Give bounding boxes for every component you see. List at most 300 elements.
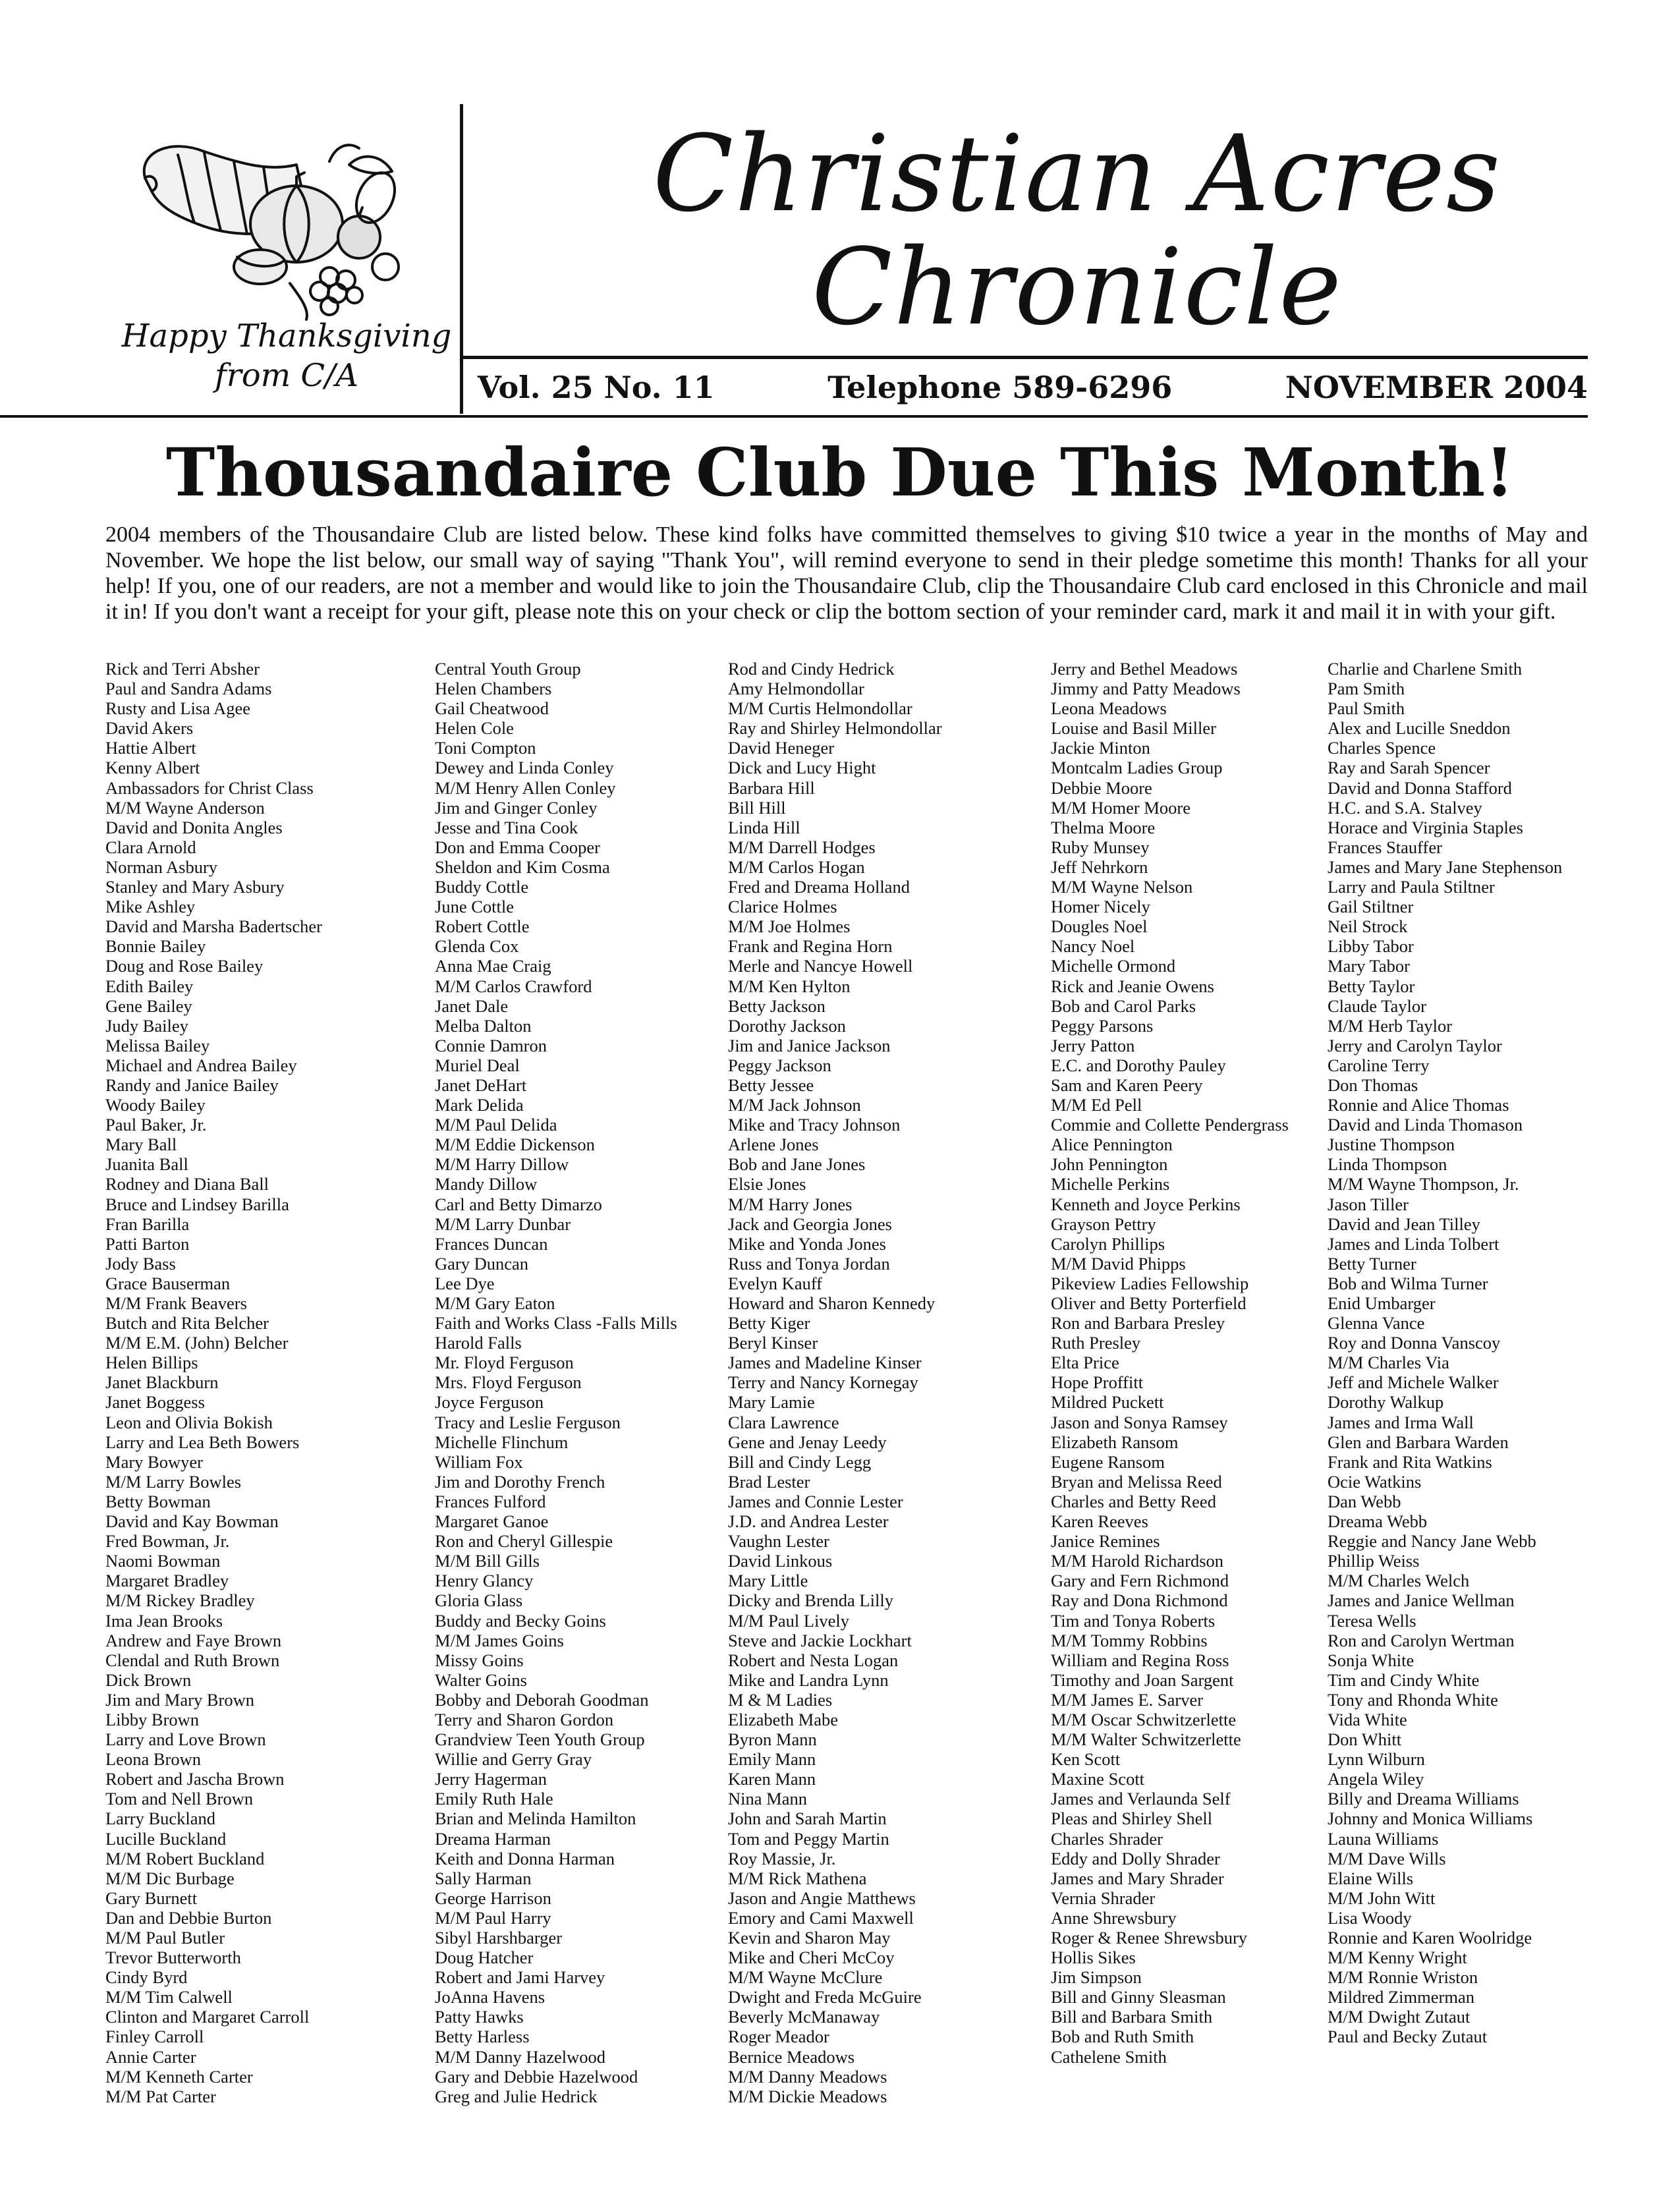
member-column-3: [728, 659, 942, 2106]
member-name: Grayson Pettry: [1051, 1214, 1156, 1234]
member-name: James and Mary Jane Stephenson: [1328, 856, 1563, 877]
member-name: M/M Pat Carter: [105, 2086, 216, 2106]
member-name: Glenna Vance: [1328, 1313, 1425, 1333]
member-name: M/M Ronnie Wriston: [1328, 1967, 1478, 1988]
member-name: David and Jean Tilley: [1328, 1214, 1480, 1234]
member-name: Paul and Becky Zutaut: [1328, 2027, 1488, 2047]
member-name: Mandy Dillow: [435, 1174, 538, 1194]
member-name: Mike and Landra Lynn: [728, 1669, 889, 1690]
member-name: John and Sarah Martin: [728, 1809, 887, 1829]
member-name: Pleas and Shirley Shell: [1051, 1809, 1213, 1829]
member-name: Lucille Buckland: [105, 1828, 227, 1849]
member-name: Jeff Nehrkorn: [1051, 856, 1148, 877]
member-name: Libby Tabor: [1328, 936, 1414, 957]
member-name: Betty Turner: [1328, 1253, 1416, 1274]
member-name: Ken Scott: [1051, 1749, 1121, 1770]
member-name: James and Connie Lester: [728, 1491, 903, 1511]
member-name: M/M Harold Richardson: [1051, 1551, 1224, 1571]
member-name: Helen Billips: [105, 1353, 198, 1373]
member-name: Joyce Ferguson: [435, 1392, 544, 1413]
member-name: Bob and Jane Jones: [728, 1154, 866, 1175]
member-name: Toni Compton: [435, 738, 536, 758]
member-name: Nina Mann: [728, 1789, 807, 1809]
member-name: Eugene Ransom: [1051, 1451, 1165, 1472]
member-name: M/M Rickey Bradley: [105, 1590, 255, 1611]
member-name: Don Whitt: [1328, 1729, 1402, 1750]
thanksgiving-tagline: [112, 316, 461, 395]
member-name: Doug and Rose Bailey: [105, 956, 264, 976]
member-name: M/M James Goins: [435, 1630, 564, 1650]
member-name: Timothy and Joan Sargent: [1051, 1669, 1234, 1690]
member-name: M/M Eddie Dickenson: [435, 1135, 595, 1155]
member-name: Jason and Sonya Ramsey: [1051, 1412, 1228, 1432]
member-name: Fran Barilla: [105, 1214, 190, 1234]
member-name: Elsie Jones: [728, 1174, 806, 1194]
member-name: Robert and Nesta Logan: [728, 1650, 899, 1670]
member-name: Don Thomas: [1328, 1075, 1418, 1095]
member-name: Libby Brown: [105, 1709, 200, 1729]
member-name: Ambassadors for Christ Class: [105, 777, 314, 798]
member-name: M/M Homer Moore: [1051, 797, 1190, 818]
member-name: Mr. Floyd Ferguson: [435, 1353, 574, 1373]
cornucopia-icon: [132, 125, 408, 323]
member-name: David and Donita Angles: [105, 817, 283, 837]
member-name: Bruce and Lindsey Barilla: [105, 1194, 289, 1214]
member-name: Bill and Barbara Smith: [1051, 2007, 1213, 2027]
member-name: Ray and Sarah Spencer: [1328, 758, 1490, 778]
member-name: Ima Jean Brooks: [105, 1610, 223, 1631]
member-name: Andrew and Faye Brown: [105, 1630, 282, 1650]
member-name: Lynn Wilburn: [1328, 1749, 1425, 1770]
member-name: Brad Lester: [728, 1471, 810, 1492]
volume-number: Vol. 25 No. 11: [478, 370, 715, 405]
member-name: M/M Paul Delida: [435, 1115, 557, 1135]
member-name: Ronnie and Karen Woolridge: [1328, 1928, 1532, 1948]
member-name: Phillip Weiss: [1328, 1551, 1420, 1571]
member-name: June Cottle: [435, 897, 514, 917]
member-name: Mrs. Floyd Ferguson: [435, 1372, 582, 1393]
member-name: Keith and Donna Harman: [435, 1848, 615, 1868]
member-name: Jim and Dorothy French: [435, 1471, 605, 1492]
member-name: Angela Wiley: [1328, 1769, 1424, 1789]
member-name: Alex and Lucille Sneddon: [1328, 718, 1511, 739]
member-name: Janet Dale: [435, 996, 509, 1016]
member-name: Tom and Peggy Martin: [728, 1828, 889, 1849]
member-name: M/M Dickie Meadows: [728, 2086, 887, 2106]
member-name: Lee Dye: [435, 1273, 495, 1293]
tagline-line-1: Happy Thanksgiving: [121, 318, 452, 354]
member-name: Jerry Patton: [1051, 1035, 1135, 1055]
member-name: M/M Harry Dillow: [435, 1154, 569, 1175]
member-name: Dorothy Walkup: [1328, 1392, 1444, 1413]
member-name: Robert and Jascha Brown: [105, 1769, 285, 1789]
member-name: Tony and Rhonda White: [1328, 1689, 1498, 1710]
member-name: Gary and Debbie Hazelwood: [435, 2066, 638, 2087]
member-name: Mary Bowyer: [105, 1451, 203, 1472]
member-name: Ruby Munsey: [1051, 837, 1150, 857]
member-name: Montcalm Ladies Group: [1051, 758, 1223, 778]
article-headline: Thousandaire Club Due This Month!: [165, 434, 1515, 511]
member-name: Greg and Julie Hedrick: [435, 2086, 598, 2106]
member-name: M/M Wayne Nelson: [1051, 877, 1193, 897]
member-name: M/M Ken Hylton: [728, 976, 851, 996]
member-name: Sally Harman: [435, 1868, 532, 1888]
member-name: Edith Bailey: [105, 976, 194, 996]
member-name: Michelle Flinchum: [435, 1432, 569, 1452]
member-name: Debbie Moore: [1051, 777, 1152, 798]
member-name: Naomi Bowman: [105, 1551, 221, 1571]
member-name: Jim and Janice Jackson: [728, 1035, 891, 1055]
member-name: Faith and Works Class -Falls Mills: [435, 1313, 677, 1333]
title-line-1: Christian Acres: [652, 112, 1502, 235]
member-name: William and Regina Ross: [1051, 1650, 1229, 1670]
member-name: Melissa Bailey: [105, 1035, 210, 1055]
member-name: Arlene Jones: [728, 1135, 819, 1155]
member-name: Louise and Basil Miller: [1051, 718, 1216, 739]
member-name: M/M Tim Calwell: [105, 1987, 233, 2007]
member-name: Launa Williams: [1328, 1828, 1439, 1849]
member-name: Buddy and Becky Goins: [435, 1610, 606, 1631]
member-name: M/M Darrell Hodges: [728, 837, 876, 857]
member-name: Mike and Tracy Johnson: [728, 1115, 901, 1135]
member-name: Bonnie Bailey: [105, 936, 206, 957]
member-name: Vaughn Lester: [728, 1531, 829, 1552]
member-name: M/M Kenny Wright: [1328, 1948, 1467, 1968]
member-name: Larry Buckland: [105, 1809, 216, 1829]
member-name: James and Mary Shrader: [1051, 1868, 1224, 1888]
member-name: Bobby and Deborah Goodman: [435, 1689, 649, 1710]
member-name: Bill Hill: [728, 797, 786, 818]
member-name: Emily Mann: [728, 1749, 816, 1770]
member-name: Sam and Karen Peery: [1051, 1075, 1203, 1095]
member-name: Mildred Puckett: [1051, 1392, 1164, 1413]
member-name: Leon and Olivia Bokish: [105, 1412, 273, 1432]
member-name: Margaret Bradley: [105, 1571, 229, 1591]
member-name: Betty Taylor: [1328, 976, 1415, 996]
member-name: Betty Kiger: [728, 1313, 810, 1333]
member-name: Oliver and Betty Porterfield: [1051, 1293, 1246, 1313]
member-name: M/M Tommy Robbins: [1051, 1630, 1208, 1650]
member-name: Clara Lawrence: [728, 1412, 839, 1432]
member-name: Kenneth and Joyce Perkins: [1051, 1194, 1241, 1214]
member-name: M/M Frank Beavers: [105, 1293, 247, 1313]
member-name: Mary Lamie: [728, 1392, 815, 1413]
member-name: Trevor Butterworth: [105, 1948, 241, 1968]
member-name: Roger Meador: [728, 2027, 829, 2047]
member-name: Bob and Wilma Turner: [1328, 1273, 1488, 1293]
member-name: Bob and Ruth Smith: [1051, 2027, 1194, 2047]
member-name: M/M Paul Butler: [105, 1928, 225, 1948]
member-name: M/M Dwight Zutaut: [1328, 2007, 1470, 2027]
member-name: James and Verlaunda Self: [1051, 1789, 1231, 1809]
member-name: Kevin and Sharon May: [728, 1928, 891, 1948]
member-name: Connie Damron: [435, 1035, 547, 1055]
member-name: Jerry and Bethel Meadows: [1051, 659, 1238, 679]
member-column-5: [1328, 659, 1562, 2047]
member-name: Tim and Cindy White: [1328, 1669, 1480, 1690]
member-name: Billy and Dreama Williams: [1328, 1789, 1519, 1809]
member-name: Charlie and Charlene Smith: [1328, 659, 1523, 679]
member-name: Mark Delida: [435, 1095, 524, 1115]
member-name: Charles Spence: [1328, 738, 1436, 758]
member-name: Melba Dalton: [435, 1015, 532, 1036]
member-name: Janice Remines: [1051, 1531, 1160, 1552]
member-name: M/M Gary Eaton: [435, 1293, 555, 1313]
member-name: Ronnie and Alice Thomas: [1328, 1095, 1509, 1115]
member-name: Jerry Hagerman: [435, 1769, 547, 1789]
member-name: Tracy and Leslie Ferguson: [435, 1412, 621, 1432]
member-name: Margaret Ganoe: [435, 1511, 549, 1532]
member-name: Ray and Dona Richmond: [1051, 1590, 1228, 1611]
member-name: Tim and Tonya Roberts: [1051, 1610, 1216, 1631]
member-name: M/M Dave Wills: [1328, 1848, 1446, 1868]
member-name: David and Linda Thomason: [1328, 1115, 1523, 1135]
tagline-line-2: from C/A: [215, 357, 358, 394]
member-name: Sibyl Harshbarger: [435, 1928, 563, 1948]
member-name: Glen and Barbara Warden: [1328, 1432, 1509, 1452]
member-name: Paul Baker, Jr.: [105, 1115, 207, 1135]
telephone-number: Telephone 589-6296: [827, 370, 1173, 405]
member-name: Buddy Cottle: [435, 877, 529, 897]
member-name: Dan Webb: [1328, 1491, 1401, 1511]
member-name: Jeff and Michele Walker: [1328, 1372, 1499, 1393]
member-name: David Heneger: [728, 738, 835, 758]
member-name: J.D. and Andrea Lester: [728, 1511, 889, 1532]
member-name: Clinton and Margaret Carroll: [105, 2007, 310, 2027]
member-name: Jim and Mary Brown: [105, 1689, 254, 1710]
member-name: E.C. and Dorothy Pauley: [1051, 1055, 1226, 1075]
member-name: Reggie and Nancy Jane Webb: [1328, 1531, 1536, 1552]
member-name: Dan and Debbie Burton: [105, 1907, 272, 1928]
member-column-2: [435, 659, 677, 2106]
member-name: Jason Tiller: [1328, 1194, 1409, 1214]
member-name: Michael and Andrea Bailey: [105, 1055, 297, 1075]
member-name: Emory and Cami Maxwell: [728, 1907, 914, 1928]
member-name: Michelle Perkins: [1051, 1174, 1170, 1194]
member-name: Bill and Cindy Legg: [728, 1451, 872, 1472]
member-name: Justine Thompson: [1328, 1135, 1455, 1155]
member-column-1: [105, 659, 322, 2106]
member-name: Jerry and Carolyn Taylor: [1328, 1035, 1502, 1055]
member-name: Frank and Regina Horn: [728, 936, 893, 957]
member-name: Dreama Harman: [435, 1828, 551, 1849]
member-name: James and Madeline Kinser: [728, 1353, 922, 1373]
member-name: M/M Carlos Hogan: [728, 856, 865, 877]
member-name: Russ and Tonya Jordan: [728, 1253, 890, 1274]
member-name: Dicky and Brenda Lilly: [728, 1590, 893, 1611]
member-name: Anne Shrewsbury: [1051, 1907, 1177, 1928]
member-name: Rick and Jeanie Owens: [1051, 976, 1214, 996]
member-name: Patti Barton: [105, 1233, 190, 1254]
member-name: Lisa Woody: [1328, 1907, 1412, 1928]
issue-info-bar: [478, 364, 1588, 410]
member-name: M/M John Witt: [1328, 1888, 1436, 1908]
member-name: Charles and Betty Reed: [1051, 1491, 1216, 1511]
member-name: Elizabeth Ransom: [1051, 1432, 1179, 1452]
member-name: Patty Hawks: [435, 2007, 524, 2027]
member-name: M/M Wayne Anderson: [105, 797, 265, 818]
member-name: Tom and Nell Brown: [105, 1789, 254, 1809]
member-name: Barbara Hill: [728, 777, 815, 798]
member-name: Dwight and Freda McGuire: [728, 1987, 922, 2007]
member-name: George Harrison: [435, 1888, 551, 1908]
member-name: Norman Asbury: [105, 856, 218, 877]
member-name: Linda Hill: [728, 817, 800, 837]
member-name: Cathelene Smith: [1051, 2046, 1167, 2067]
member-name: M/M E.M. (John) Belcher: [105, 1333, 289, 1353]
issue-date: NOVEMBER 2004: [1285, 370, 1588, 405]
member-name: M/M Bill Gills: [435, 1551, 540, 1571]
member-name: Jody Bass: [105, 1253, 176, 1274]
member-name: M/M Oscar Schwitzerlette: [1051, 1709, 1237, 1729]
member-name: M/M Carlos Crawford: [435, 976, 592, 996]
member-name: M/M Paul Lively: [728, 1610, 850, 1631]
member-name: Dick Brown: [105, 1669, 192, 1690]
member-name: Kenny Albert: [105, 758, 200, 778]
member-name: Evelyn Kauff: [728, 1273, 823, 1293]
member-name: Mike and Yonda Jones: [728, 1233, 886, 1254]
member-name: Rusty and Lisa Agee: [105, 698, 251, 719]
member-name: Jim and Ginger Conley: [435, 797, 598, 818]
member-name: Dorothy Jackson: [728, 1015, 846, 1036]
member-name: Gary and Fern Richmond: [1051, 1571, 1229, 1591]
member-name: M/M Harry Jones: [728, 1194, 853, 1214]
member-name: Vida White: [1328, 1709, 1407, 1729]
member-name: Janet DeHart: [435, 1075, 527, 1095]
member-name: Steve and Jackie Lockhart: [728, 1630, 912, 1650]
member-name: Betty Bowman: [105, 1491, 211, 1511]
member-name: M/M Curtis Helmondollar: [728, 698, 912, 719]
member-name: David Akers: [105, 718, 194, 739]
member-name: Gail Stiltner: [1328, 897, 1414, 917]
member-name: Juanita Ball: [105, 1154, 188, 1175]
member-name: Thelma Moore: [1051, 817, 1156, 837]
member-name: M & M Ladies: [728, 1689, 833, 1710]
member-name: M/M James E. Sarver: [1051, 1689, 1204, 1710]
newsletter-title: [474, 112, 1680, 349]
member-name: M/M Danny Meadows: [728, 2066, 887, 2087]
member-name: Hope Proffitt: [1051, 1372, 1144, 1393]
member-name: James and Linda Tolbert: [1328, 1233, 1499, 1254]
member-name: Merle and Nancye Howell: [728, 956, 913, 976]
member-name: Betty Jackson: [728, 996, 826, 1016]
member-name: Harold Falls: [435, 1333, 522, 1353]
member-name: Horace and Virginia Staples: [1328, 817, 1523, 837]
member-name: Clarice Holmes: [728, 897, 837, 917]
member-name: Karen Mann: [728, 1769, 816, 1789]
masthead-rule-bottom: [0, 415, 1588, 418]
member-name: Mike and Cheri McCoy: [728, 1948, 895, 1968]
member-name: Mildred Zimmerman: [1328, 1987, 1474, 2007]
masthead: [0, 0, 1680, 422]
member-name: Teresa Wells: [1328, 1610, 1416, 1631]
title-line-2: Chronicle: [812, 225, 1343, 349]
member-name: William Fox: [435, 1451, 523, 1472]
member-name: Linda Thompson: [1328, 1154, 1447, 1175]
member-name: Rick and Terri Absher: [105, 659, 260, 679]
member-name: Frances Stauffer: [1328, 837, 1442, 857]
member-name: Randy and Janice Bailey: [105, 1075, 279, 1095]
member-name: Bob and Carol Parks: [1051, 996, 1196, 1016]
member-name: Terry and Nancy Kornegay: [728, 1372, 918, 1393]
member-name: Leona Brown: [105, 1749, 201, 1770]
member-name: Gene Bailey: [105, 996, 192, 1016]
member-name: Ron and Cheryl Gillespie: [435, 1531, 613, 1552]
member-name: Sonja White: [1328, 1650, 1414, 1670]
member-name: Gene and Jenay Leedy: [728, 1432, 887, 1452]
member-name: Betty Harless: [435, 2027, 530, 2047]
member-name: Peggy Parsons: [1051, 1015, 1154, 1036]
member-name: Howard and Sharon Kennedy: [728, 1293, 936, 1313]
member-name: Neil Strock: [1328, 916, 1408, 937]
member-name: Emily Ruth Hale: [435, 1789, 553, 1809]
member-name: Doug Hatcher: [435, 1948, 534, 1968]
member-name: M/M Herb Taylor: [1328, 1015, 1453, 1036]
vertical-rule: [460, 104, 463, 414]
member-name: Beverly McManaway: [728, 2007, 880, 2027]
member-name: Finley Carroll: [105, 2027, 204, 2047]
member-name: M/M Walter Schwitzerlette: [1051, 1729, 1241, 1750]
member-name: Annie Carter: [105, 2046, 196, 2067]
member-name: Gary Duncan: [435, 1253, 529, 1274]
member-name: Enid Umbarger: [1328, 1293, 1436, 1313]
member-name: M/M Charles Welch: [1328, 1571, 1470, 1591]
member-name: Ron and Carolyn Wertman: [1328, 1630, 1515, 1650]
member-name: Carl and Betty Dimarzo: [435, 1194, 602, 1214]
member-name: Don and Emma Cooper: [435, 837, 600, 857]
member-name: Butch and Rita Belcher: [105, 1313, 269, 1333]
member-name: Larry and Lea Beth Bowers: [105, 1432, 300, 1452]
member-column-4: [1051, 659, 1289, 2067]
member-name: Peggy Jackson: [728, 1055, 831, 1075]
member-name: Amy Helmondollar: [728, 679, 864, 699]
member-name: Homer Nicely: [1051, 897, 1150, 917]
member-name: Charles Shrader: [1051, 1828, 1163, 1849]
member-name: Dewey and Linda Conley: [435, 758, 614, 778]
member-name: Vernia Shrader: [1051, 1888, 1156, 1908]
member-name: Central Youth Group: [435, 659, 581, 679]
member-name: M/M Wayne Thompson, Jr.: [1328, 1174, 1519, 1194]
member-name: Clendal and Ruth Brown: [105, 1650, 280, 1670]
member-name: Jackie Minton: [1051, 738, 1150, 758]
member-name: M/M Henry Allen Conley: [435, 777, 616, 798]
member-name: Roy and Donna Vanscoy: [1328, 1333, 1501, 1353]
member-name: Maxine Scott: [1051, 1769, 1145, 1789]
member-name: M/M Wayne McClure: [728, 1967, 883, 1988]
member-name: M/M Charles Via: [1328, 1353, 1449, 1373]
member-name: David and Marsha Badertscher: [105, 916, 322, 937]
member-name: James and Irma Wall: [1328, 1412, 1474, 1432]
member-name: Walter Goins: [435, 1669, 527, 1690]
member-name: John Pennington: [1051, 1154, 1168, 1175]
member-name: JoAnna Havens: [435, 1987, 546, 2007]
member-name: Willie and Gerry Gray: [435, 1749, 592, 1770]
member-name: Hattie Albert: [105, 738, 196, 758]
member-name: Ocie Watkins: [1328, 1471, 1422, 1492]
member-name: Rodney and Diana Ball: [105, 1174, 269, 1194]
member-name: Bernice Meadows: [728, 2046, 855, 2067]
member-name: Byron Mann: [728, 1729, 817, 1750]
member-name: M/M Larry Bowles: [105, 1471, 242, 1492]
member-name: Alice Pennington: [1051, 1135, 1173, 1155]
member-name: Elaine Wills: [1328, 1868, 1414, 1888]
member-name: Jimmy and Patty Meadows: [1051, 679, 1241, 699]
member-name: Gloria Glass: [435, 1590, 523, 1611]
member-name: Nancy Noel: [1051, 936, 1135, 957]
member-name: Helen Chambers: [435, 679, 552, 699]
member-name: Grace Bauserman: [105, 1273, 231, 1293]
member-name: Gail Cheatwood: [435, 698, 549, 719]
